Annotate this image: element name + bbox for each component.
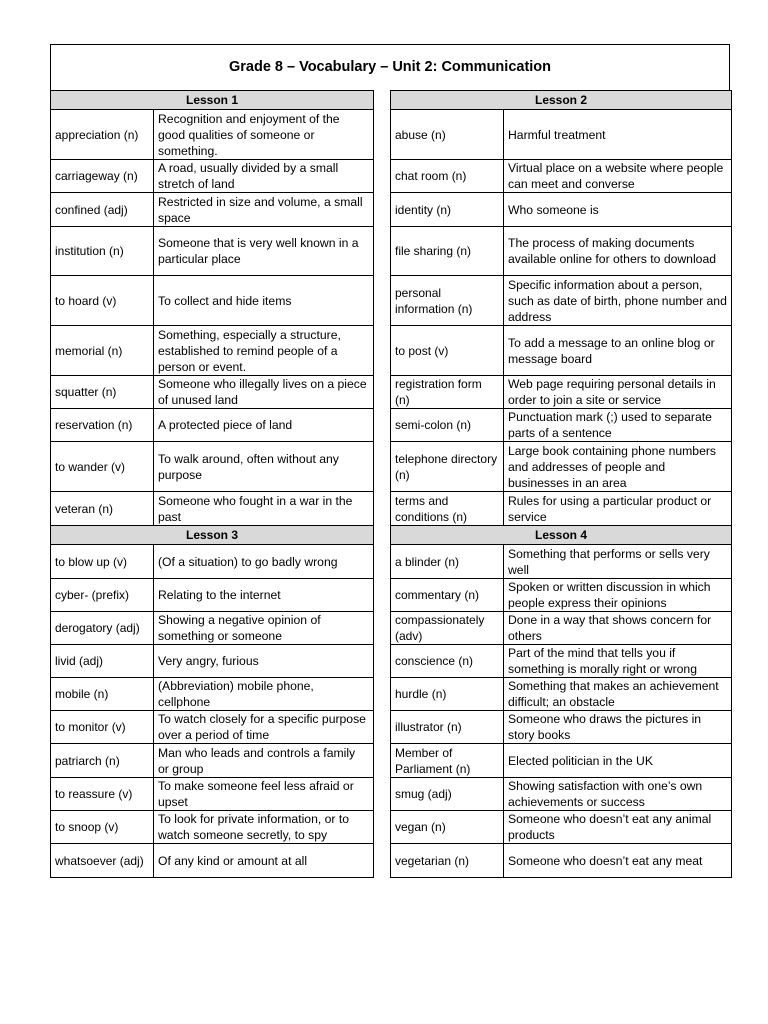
definition-cell: Someone who draws the pictures in story books bbox=[504, 711, 732, 744]
definition-cell: Showing a negative opinion of something or someone bbox=[154, 612, 374, 645]
table-row bbox=[51, 844, 374, 878]
table-row bbox=[391, 711, 732, 744]
term-cell: file sharing (n) bbox=[391, 227, 504, 276]
table-row bbox=[51, 442, 374, 492]
term-cell: to snoop (v) bbox=[51, 811, 154, 844]
definition-cell: Showing satisfaction with one’s own achievements or success bbox=[504, 778, 732, 811]
lesson-header: Lesson 4 bbox=[391, 526, 732, 545]
lesson-header: Lesson 1 bbox=[51, 91, 374, 110]
table-row bbox=[391, 612, 732, 645]
definition-cell: The process of making documents available online for others to download bbox=[504, 227, 732, 276]
definition-cell: Something that performs or sells very well bbox=[504, 545, 732, 579]
definition-cell: (Of a situation) to go badly wrong bbox=[154, 545, 374, 579]
definition-cell: A road, usually divided by a small stretch of land bbox=[154, 160, 374, 193]
table-row bbox=[391, 276, 732, 326]
term-cell: a blinder (n) bbox=[391, 545, 504, 579]
term-cell: livid (adj) bbox=[51, 645, 154, 678]
table-row bbox=[391, 227, 732, 276]
term-cell: mobile (n) bbox=[51, 678, 154, 711]
definition-cell: Very angry, furious bbox=[154, 645, 374, 678]
table-row bbox=[391, 579, 732, 612]
table-row bbox=[51, 579, 374, 612]
definition-cell: To look for private information, or to watch someone secretly, to spy bbox=[154, 811, 374, 844]
table-row bbox=[51, 326, 374, 376]
table-row bbox=[391, 326, 732, 376]
term-cell: patriarch (n) bbox=[51, 744, 154, 778]
table-row bbox=[51, 545, 374, 579]
term-cell: conscience (n) bbox=[391, 645, 504, 678]
term-cell: reservation (n) bbox=[51, 409, 154, 442]
term-cell: semi-colon (n) bbox=[391, 409, 504, 442]
table-row bbox=[51, 612, 374, 645]
table-row bbox=[391, 811, 732, 844]
term-cell: compassionately (adv) bbox=[391, 612, 504, 645]
term-cell: carriageway (n) bbox=[51, 160, 154, 193]
left-vocab-table bbox=[50, 90, 374, 878]
definition-cell: Elected politician in the UK bbox=[504, 744, 732, 778]
table-row bbox=[391, 193, 732, 227]
term-cell: vegan (n) bbox=[391, 811, 504, 844]
definition-cell: To add a message to an online blog or message board bbox=[504, 326, 732, 376]
term-cell: derogatory (adj) bbox=[51, 612, 154, 645]
definition-cell: Of any kind or amount at all bbox=[154, 844, 374, 878]
table-row bbox=[51, 276, 374, 326]
definition-cell: Restricted in size and volume, a small space bbox=[154, 193, 374, 227]
term-cell: squatter (n) bbox=[51, 376, 154, 409]
table-row bbox=[51, 193, 374, 227]
term-cell: vegetarian (n) bbox=[391, 844, 504, 878]
table-row bbox=[391, 376, 732, 409]
term-cell: to reassure (v) bbox=[51, 778, 154, 811]
term-cell: memorial (n) bbox=[51, 326, 154, 376]
definition-cell: (Abbreviation) mobile phone, cellphone bbox=[154, 678, 374, 711]
term-cell: chat room (n) bbox=[391, 160, 504, 193]
table-row bbox=[391, 545, 732, 579]
table-row bbox=[51, 376, 374, 409]
term-cell: telephone directory (n) bbox=[391, 442, 504, 492]
definition-cell: Someone who doesn’t eat any animal products bbox=[504, 811, 732, 844]
definition-cell: Web page requiring personal details in order to join a site or service bbox=[504, 376, 732, 409]
table-row bbox=[391, 678, 732, 711]
term-cell: terms and conditions (n) bbox=[391, 492, 504, 526]
table-row bbox=[391, 110, 732, 160]
definition-cell: Part of the mind that tells you if something is morally right or wrong bbox=[504, 645, 732, 678]
table-row bbox=[51, 711, 374, 744]
term-cell: to hoard (v) bbox=[51, 276, 154, 326]
term-cell: cyber- (prefix) bbox=[51, 579, 154, 612]
definition-cell: Recognition and enjoyment of the good qualities of someone or something. bbox=[154, 110, 374, 160]
term-cell: to wander (v) bbox=[51, 442, 154, 492]
table-row bbox=[51, 227, 374, 276]
term-cell: to monitor (v) bbox=[51, 711, 154, 744]
definition-cell: To watch closely for a specific purpose over a period of time bbox=[154, 711, 374, 744]
page-title: Grade 8 – Vocabulary – Unit 2: Communication bbox=[228, 59, 552, 75]
table-row bbox=[51, 409, 374, 442]
term-cell: confined (adj) bbox=[51, 193, 154, 227]
definition-cell: Spoken or written discussion in which people express their opinions bbox=[504, 579, 732, 612]
definition-cell: To collect and hide items bbox=[154, 276, 374, 326]
table-row bbox=[51, 110, 374, 160]
term-cell: illustrator (n) bbox=[391, 711, 504, 744]
lesson-header: Lesson 3 bbox=[51, 526, 374, 545]
term-cell: institution (n) bbox=[51, 227, 154, 276]
definition-cell: Someone who doesn’t eat any meat bbox=[504, 844, 732, 878]
table-row bbox=[391, 492, 732, 526]
definition-cell: Who someone is bbox=[504, 193, 732, 227]
definition-cell: Something that makes an achievement difficult; an obstacle bbox=[504, 678, 732, 711]
definition-cell: Man who leads and controls a family or group bbox=[154, 744, 374, 778]
term-cell: commentary (n) bbox=[391, 579, 504, 612]
table-row bbox=[51, 778, 374, 811]
definition-cell: Rules for using a particular product or service bbox=[504, 492, 732, 526]
table-row bbox=[51, 645, 374, 678]
term-cell: veteran (n) bbox=[51, 492, 154, 526]
table-row bbox=[51, 678, 374, 711]
table-row bbox=[391, 645, 732, 678]
table-row bbox=[51, 744, 374, 778]
term-cell: identity (n) bbox=[391, 193, 504, 227]
definition-cell: Something, especially a structure, established to remind people of a person or event. bbox=[154, 326, 374, 376]
term-cell: smug (adj) bbox=[391, 778, 504, 811]
table-row bbox=[51, 160, 374, 193]
term-cell: to post (v) bbox=[391, 326, 504, 376]
definition-cell: Someone that is very well known in a particular place bbox=[154, 227, 374, 276]
definition-cell: To walk around, often without any purpose bbox=[154, 442, 374, 492]
definition-cell: To make someone feel less afraid or upset bbox=[154, 778, 374, 811]
table-row bbox=[391, 409, 732, 442]
definition-cell: A protected piece of land bbox=[154, 409, 374, 442]
table-row bbox=[51, 811, 374, 844]
table-row bbox=[51, 492, 374, 526]
definition-cell: Someone who illegally lives on a piece of unused land bbox=[154, 376, 374, 409]
table-row bbox=[391, 844, 732, 878]
right-vocab-table bbox=[390, 90, 732, 878]
term-cell: appreciation (n) bbox=[51, 110, 154, 160]
term-cell: to blow up (v) bbox=[51, 545, 154, 579]
table-row bbox=[391, 744, 732, 778]
table-row bbox=[391, 442, 732, 492]
lesson-header: Lesson 2 bbox=[391, 91, 732, 110]
definition-cell: Punctuation mark (;) used to separate parts of a sentence bbox=[504, 409, 732, 442]
term-cell: whatsoever (adj) bbox=[51, 844, 154, 878]
definition-cell: Large book containing phone numbers and addresses of people and businesses in an area bbox=[504, 442, 732, 492]
term-cell: Member of Parliament (n) bbox=[391, 744, 504, 778]
table-row bbox=[391, 778, 732, 811]
definition-cell: Relating to the internet bbox=[154, 579, 374, 612]
definition-cell: Virtual place on a website where people can meet and converse bbox=[504, 160, 732, 193]
term-cell: hurdle (n) bbox=[391, 678, 504, 711]
term-cell: registration form (n) bbox=[391, 376, 504, 409]
term-cell: personal information (n) bbox=[391, 276, 504, 326]
term-cell: abuse (n) bbox=[391, 110, 504, 160]
definition-cell: Harmful treatment bbox=[504, 110, 732, 160]
definition-cell: Done in a way that shows concern for others bbox=[504, 612, 732, 645]
table-row bbox=[391, 160, 732, 193]
definition-cell: Someone who fought in a war in the past bbox=[154, 492, 374, 526]
definition-cell: Specific information about a person, such as date of birth, phone number and address bbox=[504, 276, 732, 326]
